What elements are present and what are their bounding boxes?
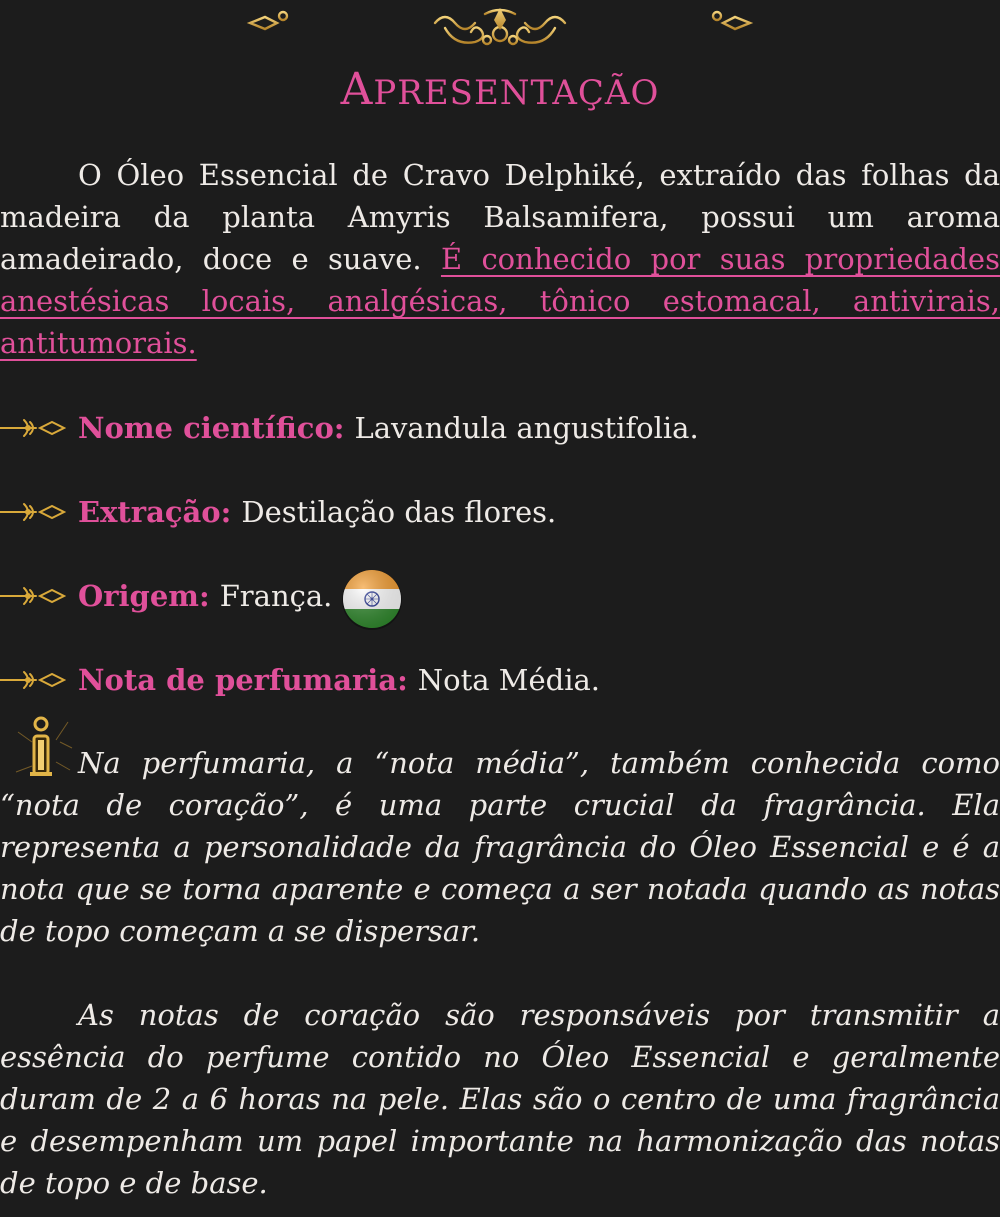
property-label: Origem: (78, 579, 210, 613)
property-perfume-note (0, 655, 600, 705)
property-value: Nota Média. (417, 663, 600, 697)
note-text: Na perfumaria, a “nota média”, também conhecida como “nota de coração”, é uma parte crucial da fragrância. Ela representa a personalidade da fragrância do Óleo Essencial e é a nota que se torna aparente e começa a ser notada quando as notas de topo começam a se dispersar. (0, 746, 1000, 948)
gold-arrow-icon (0, 668, 66, 692)
middle-note-paragraph-1 (0, 742, 1000, 952)
property-extraction (0, 487, 556, 537)
note-text: As notas de coração são responsáveis por transmitir a essência do perfume contido no Óleo Essencial e geralmente duram de 2 a 6 horas na pele. Elas são o centro de uma fragrância e desempenham um papel importante na harmonização das notas de topo e de base. (0, 998, 1000, 1200)
property-label: Nota de perfumaria: (78, 663, 408, 697)
india-flag-icon (340, 567, 404, 631)
middle-note-paragraph-2 (0, 994, 1000, 1204)
property-value: França. (219, 579, 333, 613)
property-label: Extração: (78, 495, 232, 529)
page-title: APRESENTAÇÃO (340, 64, 660, 115)
gold-arrow-icon (0, 416, 66, 440)
property-label: Nome científico: (78, 411, 345, 445)
property-scientific-name (0, 403, 699, 453)
gold-arrow-icon (0, 500, 66, 524)
gold-scroll-ornament-icon (245, 4, 755, 56)
intro-paragraph (0, 154, 1000, 364)
properties-highlight-link[interactable]: É conhecido por suas propriedades anestésicas locais, analgésicas, tônico estomacal, antivirais, antitumorais. (0, 242, 1000, 360)
property-origin (0, 571, 332, 621)
property-value: Destilação das flores. (241, 495, 557, 529)
gold-arrow-icon (0, 584, 66, 608)
intro-text: O Óleo Essencial de Cravo Delphiké, extraído das folhas da madeira da planta Amyris Balsamifera, possui um aroma amadeirado, doce e suave. (0, 158, 1000, 276)
property-value: Lavandula angustifolia. (354, 411, 699, 445)
